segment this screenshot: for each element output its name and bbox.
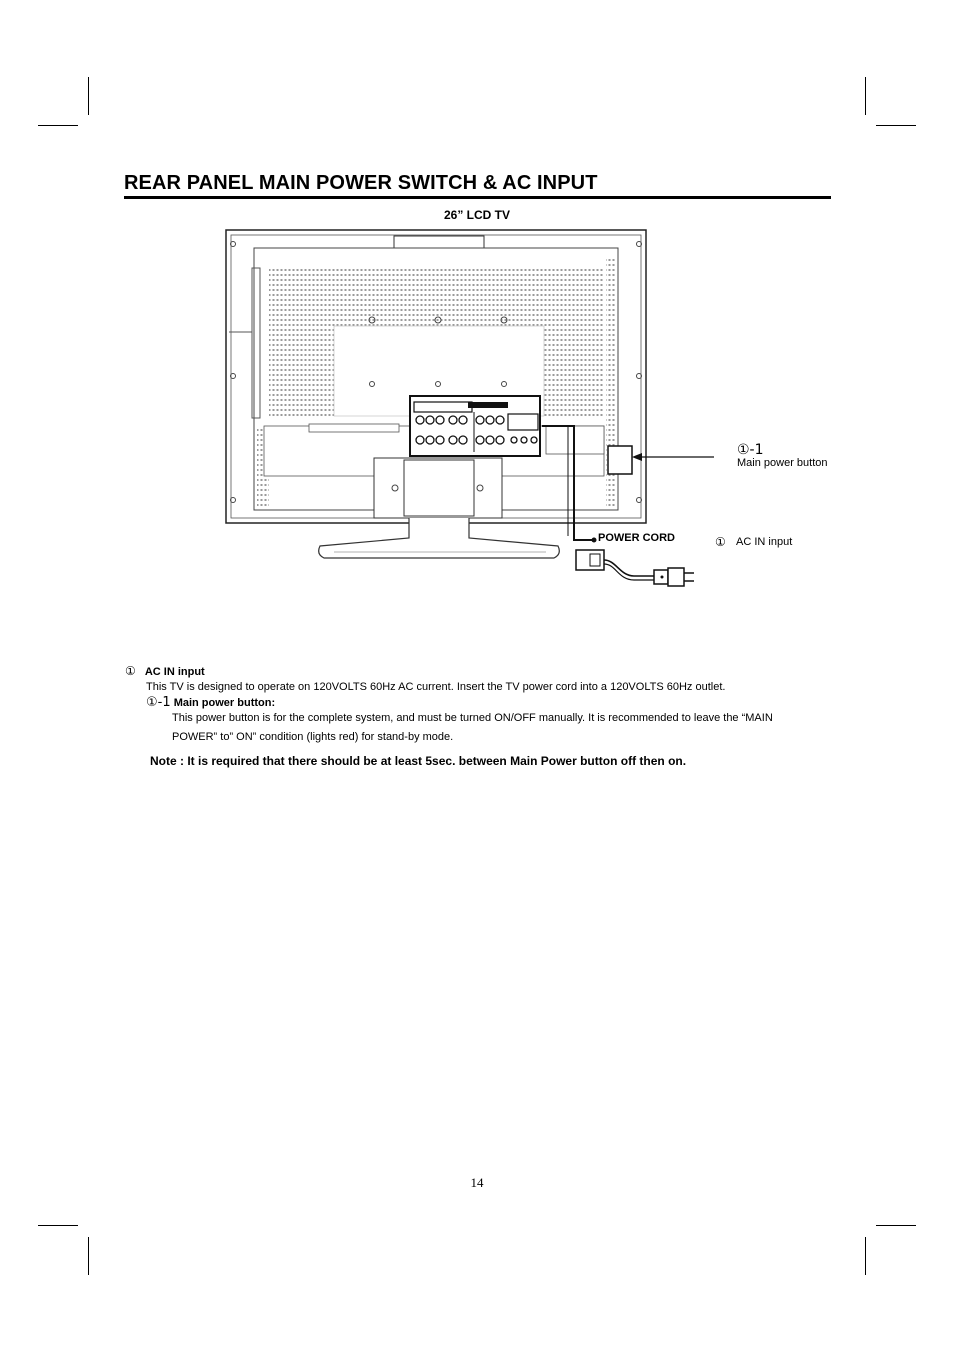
crop-mark-top-left-v [88, 77, 89, 115]
callout-main-power-number: ①-1 [737, 442, 764, 458]
crop-mark-top-left-h [38, 125, 78, 126]
crop-mark-bottom-left-v [88, 1237, 89, 1275]
main-power-heading: Main power button: [173, 697, 276, 709]
crop-mark-top-right-v [865, 77, 866, 115]
main-power-description-line-1: This power button is for the complete system, and must be turned ON/OFF manually. It is recommended to leave the “MAIN [172, 712, 773, 724]
callout-main-power-label: Main power button [737, 457, 828, 469]
timing-note: Note : It is required that there should be at least 5sec. between Main Power button off then on. [150, 754, 687, 768]
title-underline [124, 196, 831, 199]
main-power-description-line-2: POWER” to” ON” condition (lights red) for stand-by mode. [172, 731, 454, 743]
main-power-number: ①-1 [146, 695, 171, 710]
callout-ac-in-number: ① [715, 535, 726, 549]
callout-power-cord: POWER CORD [598, 532, 675, 544]
ac-in-description: This TV is designed to operate on 120VOLTS 60Hz AC current. Insert the TV power cord into a 120VOLTS 60Hz outlet. [146, 681, 726, 693]
crop-mark-bottom-left-h [38, 1225, 78, 1226]
ac-in-number: ① [125, 664, 136, 678]
page-number: 14 [470, 1175, 484, 1190]
figure-subtitle: 26” LCD TV [443, 208, 510, 222]
crop-mark-bottom-right-v [865, 1237, 866, 1275]
crop-mark-bottom-right-h [876, 1225, 916, 1226]
callout-ac-in-label: AC IN input [736, 536, 793, 548]
crop-mark-top-right-h [876, 125, 916, 126]
page-title: REAR PANEL MAIN POWER SWITCH & AC INPUT [124, 172, 598, 194]
ac-in-heading: AC IN input [144, 666, 205, 678]
